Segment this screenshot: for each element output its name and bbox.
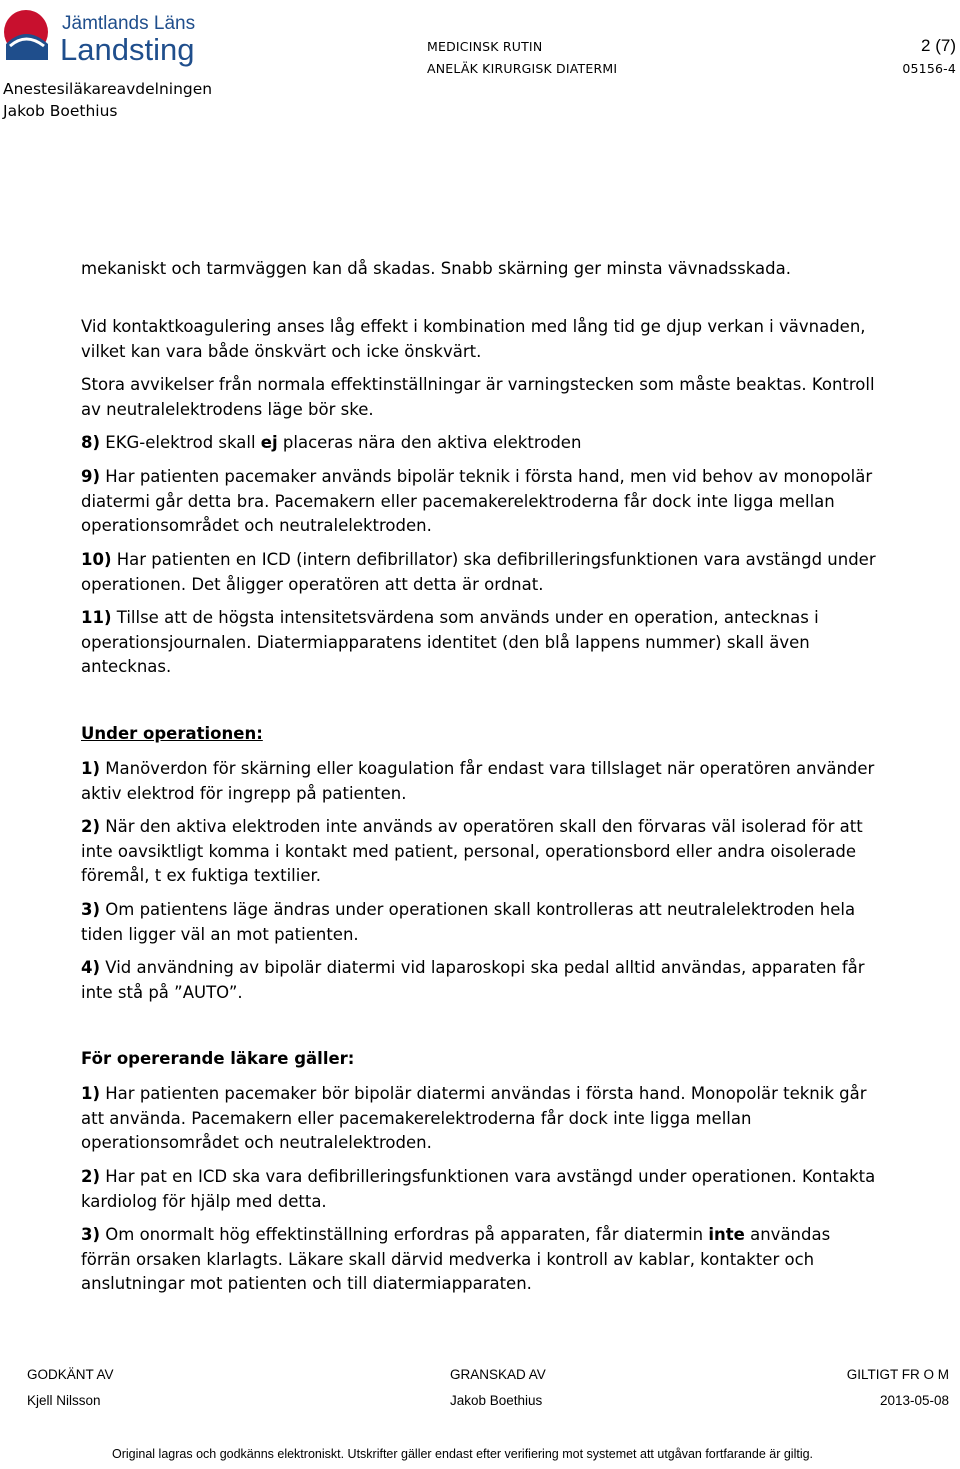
author: Jakob Boethius [3, 102, 118, 120]
during-item-3-text: Om patientens läge ändras under operationen skall kontrolleras att neutralelektroden hela tiden ligger väl an mot patienten. [81, 900, 856, 944]
during-item-1-label: 1) [81, 759, 101, 778]
surgeon-item-1-text: Har patienten pacemaker bör bipolär diatermi användas i första hand. Monopolär teknik går att använda. Pacemakern eller pacemakerelektroderna får dock inte ligga mellan operationsområdet och neutralelektroden. [81, 1084, 867, 1152]
reviewed-by: Jakob Boethius [450, 1393, 543, 1408]
valid-label: GILTIGT FR O M [846, 1367, 949, 1382]
item-10 [81, 548, 881, 597]
during-item-1 [81, 757, 881, 806]
surgeon-item-2-label: 2) [81, 1167, 101, 1186]
doc-type: MEDICINSK RUTIN [427, 39, 543, 54]
department: Anestesiläkareavdelningen [3, 80, 213, 98]
item-11 [81, 606, 881, 680]
surgeon-item-2 [81, 1165, 881, 1214]
logo-line1: Jämtlands Läns [62, 13, 196, 34]
during-item-4 [81, 956, 881, 1005]
during-item-4-text: Vid användning av bipolär diatermi vid laparoskopi ska pedal alltid användas, apparaten får inte stå på ”AUTO”. [81, 958, 865, 1002]
during-item-2-text: När den aktiva elektroden inte används av operatören skall den förvaras väl isolerad för att inte oavsiktligt komma i kontakt med patient, personal, operationsbord eller andra oisolerade föremål, t ex fuktiga textilier. [81, 817, 863, 885]
during-item-4-label: 4) [81, 958, 101, 977]
surgeon-item-1-label: 1) [81, 1084, 101, 1103]
section-heading-surgeons: För opererande läkare gäller: [81, 1049, 355, 1068]
paragraph-intro-3: Stora avvikelser från normala effektinställningar är varningstecken som måste beaktas. Kontroll av neutralelektrodens läge bör ske. [81, 375, 875, 419]
surgeon-item-3-post: användas förrän orsaken klarlagts. Läkare skall därvid medverka i kontroll av kablar, kontakter och anslutningar mot patienten och till diatermiapparaten. [81, 1225, 831, 1293]
doc-number: 05156-4 [902, 61, 956, 76]
surgeon-item-1 [81, 1082, 881, 1156]
approved-label: GODKÄNT AV [27, 1367, 114, 1382]
surgeon-item-3-bold: inte [708, 1225, 745, 1244]
reviewed-label: GRANSKAD AV [450, 1367, 546, 1382]
item-10-label: 10) [81, 550, 112, 569]
disclaimer: Original lagras och godkänns elektroniskt. Utskrifter gäller endast efter verifiering mot systemet att utgåvan fortfarande är giltig. [112, 1447, 814, 1461]
during-item-2 [81, 815, 881, 889]
item-11-label: 11) [81, 608, 112, 627]
item-9-label: 9) [81, 467, 101, 486]
valid-from-date: 2013-05-08 [879, 1393, 949, 1408]
approved-by: Kjell Nilsson [27, 1393, 101, 1408]
logo-line2: Landsting [60, 32, 195, 67]
during-item-2-label: 2) [81, 817, 101, 836]
section-heading-during: Under operationen: [81, 724, 263, 743]
paragraph-intro-2: Vid kontaktkoagulering anses låg effekt i kombination med lång tid ge djup verkan i vävnaden, vilket kan vara både önskvärt och icke önskvärt. [81, 317, 866, 361]
paragraph-intro-1: mekaniskt och tarmväggen kan då skadas. Snabb skärning ger minsta vävnadsskada. [81, 259, 791, 278]
item-10-text: Har patienten en ICD (intern defibrillator) ska defibrilleringsfunktionen vara avstängd under operationen. Det åligger operatören att detta är ordnat. [81, 550, 876, 594]
surgeon-item-2-text: Har pat en ICD ska vara defibrilleringsfunktionen vara avstängd under operationen. Kontakta kardiolog för hjälp med detta. [81, 1167, 876, 1211]
during-item-3 [81, 898, 881, 947]
surgeon-item-3 [81, 1223, 881, 1297]
item-8-bold: ej [260, 433, 278, 452]
item-8-pre: EKG-elektrod skall [100, 433, 261, 452]
item-8 [81, 431, 881, 456]
item-9-text: Har patienten pacemaker används bipolär teknik i första hand, men vid behov av monopolär diatermi går detta bra. Pacemakern eller pacemakerelektroderna får dock inte ligga mellan operationsområdet och neutralelektroden. [81, 467, 873, 535]
item-9 [81, 465, 881, 539]
item-11-text: Tillse att de högsta intensitetsvärdena som används under en operation, antecknas i operationsjournalen. Diatermiapparatens identitet (den blå lappens nummer) skall även antecknas. [81, 608, 819, 676]
logo-emblem-icon [4, 4, 214, 68]
item-8-label: 8) [81, 433, 101, 452]
during-item-3-label: 3) [81, 900, 101, 919]
during-item-1-text: Manöverdon för skärning eller koagulation får endast vara tillslaget när operatören använder aktiv elektrod för ingrepp på patienten. [81, 759, 875, 803]
page-number: 2 (7) [921, 36, 956, 55]
landsting-logo [4, 4, 214, 68]
surgeon-item-3-pre: Om onormalt hög effektinställning erfordras på apparaten, får diatermin [100, 1225, 709, 1244]
item-8-post: placeras nära den aktiva elektroden [277, 433, 582, 452]
doc-title: ANELÄK KIRURGISK DIATERMI [427, 61, 618, 76]
surgeon-item-3-label: 3) [81, 1225, 101, 1244]
